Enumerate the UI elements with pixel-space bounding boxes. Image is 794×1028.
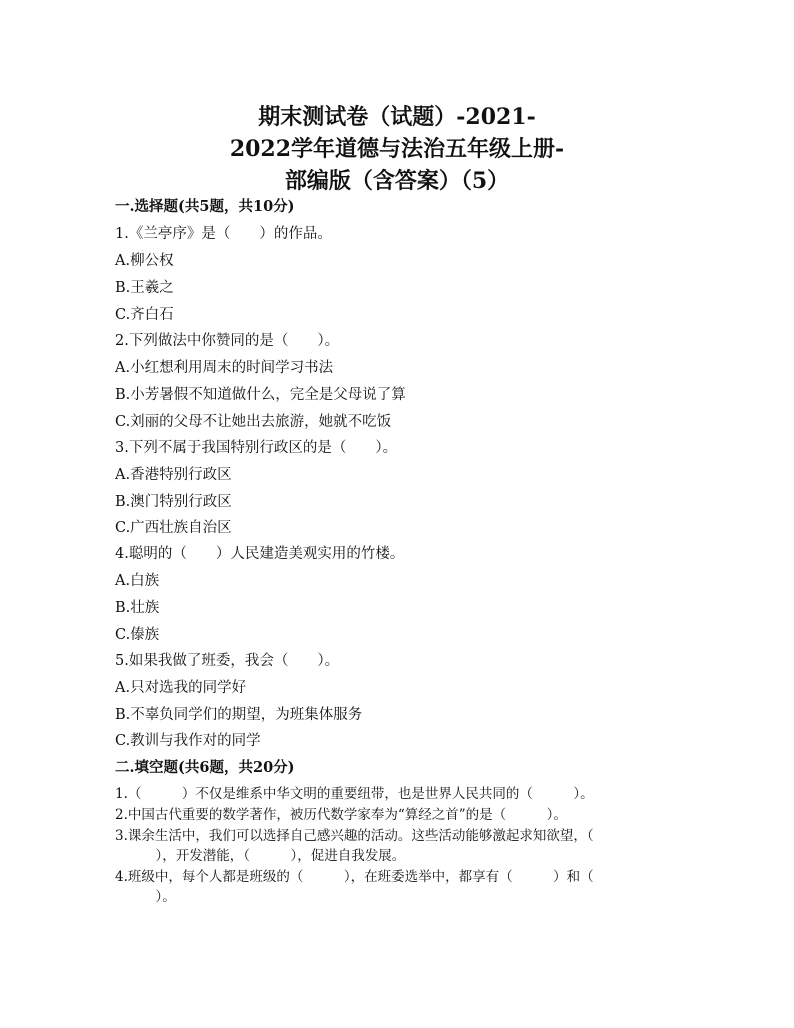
question-2-stem: 2.下列做法中你赞同的是（ ）。	[115, 333, 340, 349]
question-1-option-c: C.齐白石	[115, 307, 174, 323]
question-4-stem: 4.聪明的（ ）人民建造美观实用的竹楼。	[115, 546, 405, 562]
document-title-line-2: 2022学年道德与法治五年级上册-	[229, 136, 565, 162]
question-3-stem: 3.下列不属于我国特别行政区的是（ ）。	[115, 440, 398, 456]
document-title-line-3: 部编版（含答案）（5）	[284, 168, 510, 194]
fill-question-4-line-1: 4.班级中，每个人都是班级的（ ），在班委选举中，都享有（ ）和（	[115, 869, 594, 885]
fill-question-4-line-2: ）。	[115, 889, 176, 905]
fill-question-3-line-1: 3.课余生活中，我们可以选择自己感兴趣的活动。这些活动能够激起求知欲望，（	[115, 828, 594, 844]
question-2-option-b: B.小芳暑假不知道做什么，完全是父母说了算	[115, 387, 406, 403]
fill-question-2: 2.中国古代重要的数学著作，被历代数学家奉为“算经之首”的是（ ）。	[115, 807, 567, 823]
question-2-option-a: A.小红想利用周末的时间学习书法	[115, 360, 334, 376]
fill-question-1: 1.（ ）不仅是维系中华文明的重要纽带，也是世界人民共同的（ ）。	[115, 786, 594, 802]
question-1-option-b: B.王羲之	[115, 280, 174, 296]
question-4-option-b: B.壮族	[115, 600, 160, 616]
section-heading-fill: 二.填空题(共6题，共20分)	[115, 759, 295, 776]
document-title-line-1: 期末测试卷（试题）-2021-	[258, 104, 536, 130]
question-2-option-c: C.刘丽的父母不让她出去旅游，她就不吃饭	[115, 414, 392, 430]
question-1-stem: 1.《兰亭序》是（ ）的作品。	[115, 226, 332, 242]
question-3-option-b: B.澳门特别行政区	[115, 494, 232, 510]
question-5-option-a: A.只对选我的同学好	[115, 680, 247, 696]
question-4-option-a: A.白族	[115, 573, 160, 589]
fill-question-3-line-2: ），开发潜能，（ ），促进自我发展。	[115, 848, 406, 864]
question-3-option-a: A.香港特别行政区	[115, 467, 232, 483]
question-3-option-c: C.广西壮族自治区	[115, 520, 232, 536]
question-5-option-c: C.教训与我作对的同学	[115, 733, 261, 749]
question-5-stem: 5.如果我做了班委，我会（ ）。	[115, 653, 340, 669]
question-1-option-a: A.柳公权	[115, 253, 174, 269]
question-4-option-c: C.傣族	[115, 627, 160, 643]
question-5-option-b: B.不辜负同学们的期望，为班集体服务	[115, 707, 363, 723]
section-heading-choice: 一.选择题(共5题，共10分)	[115, 198, 295, 215]
